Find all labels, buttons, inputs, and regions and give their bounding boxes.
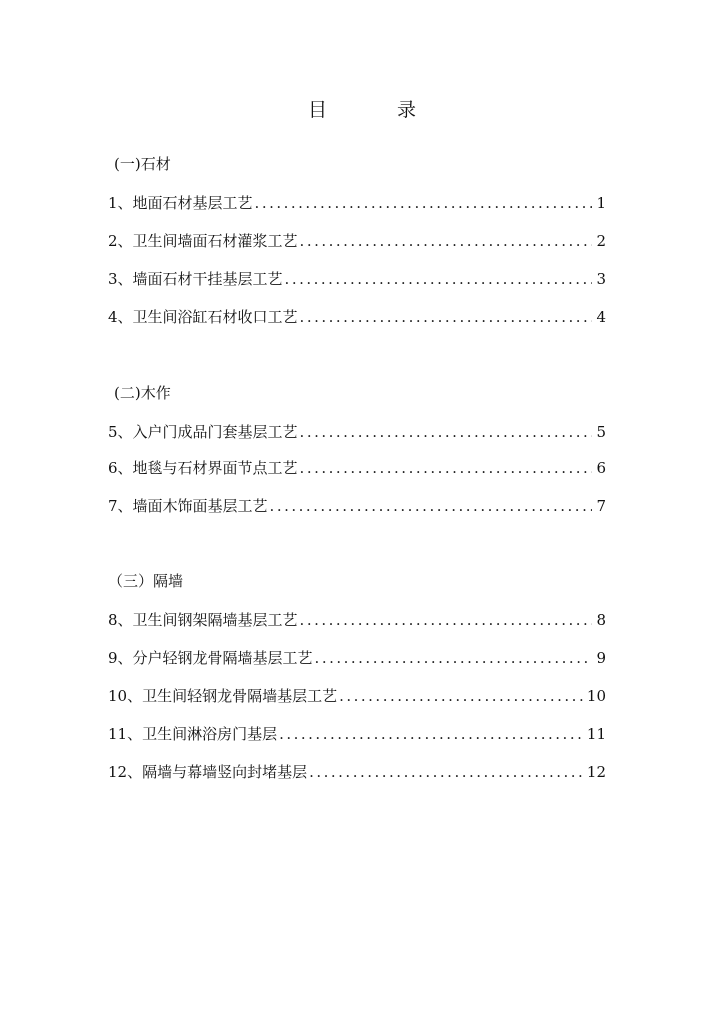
toc-title-right: 录: [397, 99, 417, 121]
toc-entry-page: 5: [596, 423, 606, 441]
dot-leader: [255, 194, 592, 212]
toc-entry-label: 10、卫生间轻钢龙骨隔墙基层工艺: [108, 687, 338, 705]
section-heading-partition: （三）隔墙: [108, 572, 184, 590]
toc-entry-label: 4、卫生间浴缸石材收口工艺: [108, 308, 298, 326]
toc-entry-page: 3: [596, 270, 606, 288]
dot-leader: [339, 687, 583, 705]
dot-leader: [300, 459, 592, 477]
toc-entry-page: 8: [596, 611, 606, 629]
dot-leader: [300, 232, 592, 250]
toc-title-left: 目: [307, 99, 327, 121]
toc-entry-label: 1、地面石材基层工艺: [108, 194, 253, 212]
toc-entry[interactable]: [108, 761, 606, 783]
section-heading-stone: (一)石材: [114, 155, 171, 173]
toc-entry[interactable]: [108, 306, 606, 328]
toc-entry-label: 6、地毯与石材界面节点工艺: [108, 459, 298, 477]
toc-entry-label: 9、分户轻钢龙骨隔墙基层工艺: [108, 649, 313, 667]
toc-entry[interactable]: [108, 421, 606, 443]
toc-entry-label: 3、墙面石材干挂基层工艺: [108, 270, 283, 288]
toc-entry-page: 7: [596, 497, 606, 515]
toc-entry-page: 6: [596, 459, 606, 477]
dot-leader: [270, 497, 592, 515]
toc-entry-page: 1: [596, 194, 606, 212]
dot-leader: [279, 725, 583, 743]
toc-entry-label: 12、隔墙与幕墙竖向封堵基层: [108, 763, 308, 781]
toc-entry-page: 4: [596, 308, 606, 326]
toc-entry[interactable]: [108, 647, 606, 669]
toc-entry-page: 11: [586, 725, 606, 743]
dot-leader: [309, 763, 583, 781]
toc-entry-label: 8、卫生间钢架隔墙基层工艺: [108, 611, 298, 629]
toc-entry[interactable]: [108, 457, 606, 479]
toc-entry[interactable]: [108, 268, 606, 290]
dot-leader: [300, 423, 592, 441]
toc-entry[interactable]: [108, 230, 606, 252]
toc-entry-page: 2: [596, 232, 606, 250]
dot-leader: [285, 270, 592, 288]
toc-entry-page: 9: [596, 649, 606, 667]
toc-entry[interactable]: [108, 609, 606, 631]
toc-entry-page: 12: [586, 763, 606, 781]
toc-entry-label: 7、墙面木饰面基层工艺: [108, 497, 268, 515]
toc-entry-label: 2、卫生间墙面石材灌浆工艺: [108, 232, 298, 250]
toc-entry-label: 5、入户门成品门套基层工艺: [108, 423, 298, 441]
toc-entry-page: 10: [586, 687, 606, 705]
section-heading-woodwork: (二)木作: [114, 384, 171, 402]
dot-leader: [300, 308, 592, 326]
toc-entry[interactable]: [108, 495, 606, 517]
dot-leader: [300, 611, 592, 629]
toc-entry[interactable]: [108, 685, 606, 707]
dot-leader: [315, 649, 592, 667]
toc-title: [0, 95, 724, 122]
toc-entry[interactable]: [108, 723, 606, 745]
toc-entry[interactable]: [108, 192, 606, 214]
toc-entry-label: 11、卫生间淋浴房门基层: [108, 725, 278, 743]
